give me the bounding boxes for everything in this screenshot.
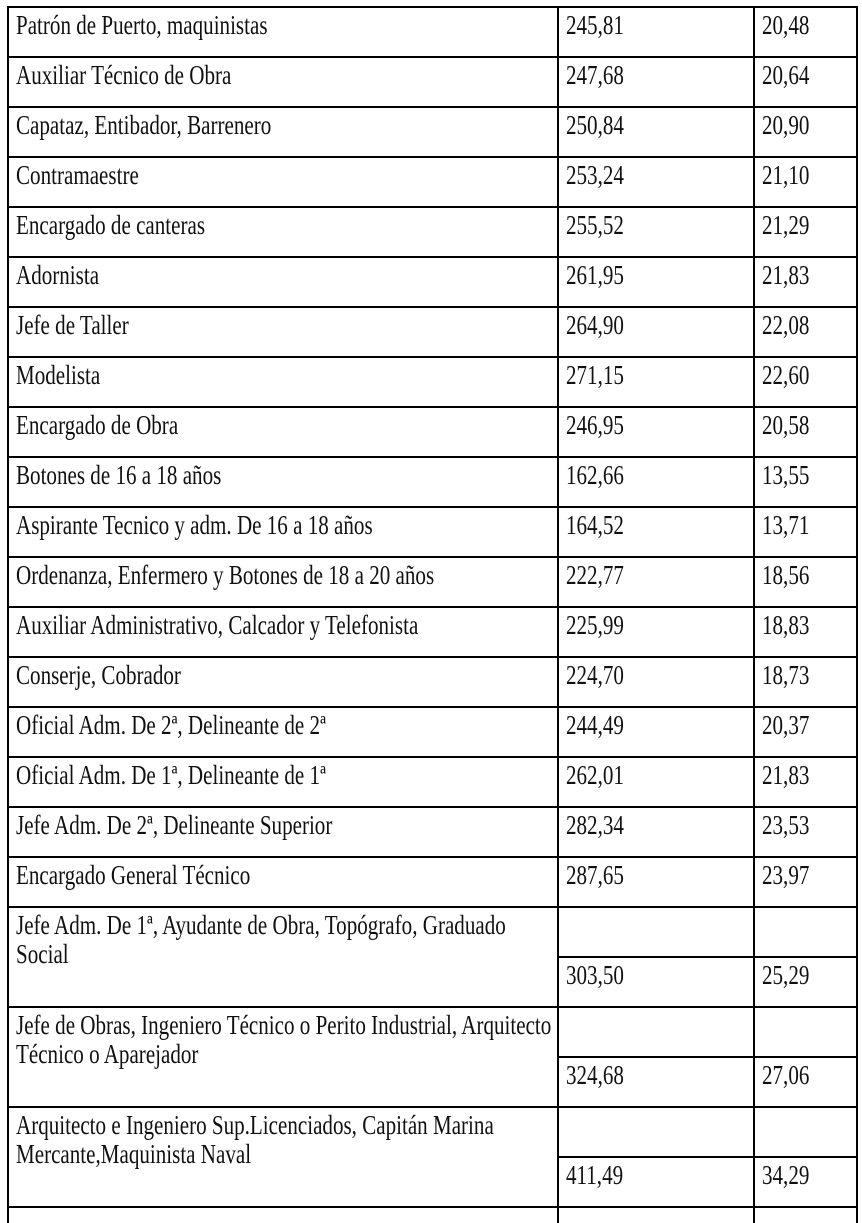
value-primary-cell-text: 261,95: [566, 260, 624, 290]
table-row-partial: [8, 1207, 857, 1223]
category-cell: [8, 357, 558, 407]
value-primary-cell: [558, 107, 754, 157]
value-primary-cell: [558, 307, 754, 357]
value-primary-empty-cell: [558, 1007, 754, 1057]
category-cell: [8, 207, 558, 257]
wage-rates-table: [7, 6, 858, 1223]
value-primary-cell-text: 244,49: [566, 710, 624, 740]
value-secondary-cell: [754, 1057, 857, 1107]
value-secondary-cell-text: 20,64: [762, 60, 810, 90]
value-primary-cell-text: 271,15: [566, 360, 624, 390]
table-row: [8, 807, 857, 857]
value-primary-cell-text: 324,68: [566, 1060, 624, 1090]
value-secondary-cell: [754, 807, 857, 857]
category-cell: [8, 907, 558, 1007]
value-secondary-cell-text: 21,10: [762, 160, 810, 190]
value-primary-cell-text: 264,90: [566, 310, 624, 340]
category-cell: [8, 107, 558, 157]
value-secondary-cell: [754, 407, 857, 457]
value-secondary-cell-text: 34,29: [762, 1160, 810, 1190]
table-row: [8, 57, 857, 107]
table-row-split-upper: [8, 1107, 857, 1157]
value-secondary-cell: [754, 857, 857, 907]
category-cell: [8, 1007, 558, 1107]
table-row: [8, 407, 857, 457]
value-primary-cell: [558, 807, 754, 857]
table-row: [8, 307, 857, 357]
category-cell: [8, 7, 558, 57]
category-cell-text: Modelista: [16, 360, 101, 390]
category-cell-text: Jefe Adm. De 1ª, Ayudante de Obra, Topógrafo, Graduado Social: [16, 910, 506, 969]
table-row: [8, 657, 857, 707]
table-row: [8, 357, 857, 407]
category-cell: [8, 57, 558, 107]
value-secondary-cell-text: 21,83: [762, 760, 810, 790]
category-cell-text: Patrón de Puerto, maquinistas: [16, 10, 268, 40]
table-row: [8, 457, 857, 507]
value-secondary-cell-text: 20,90: [762, 110, 810, 140]
value-secondary-cell: [754, 207, 857, 257]
category-cell: [8, 1107, 558, 1207]
table-row: [8, 157, 857, 207]
value-primary-cell: [558, 357, 754, 407]
value-primary-cell: [558, 557, 754, 607]
value-secondary-cell-text: 20,58: [762, 410, 810, 440]
category-cell-text: Adornista: [16, 260, 100, 290]
category-cell-text: Encargado de canteras: [16, 210, 206, 240]
value-secondary-cell: [754, 657, 857, 707]
table-row: [8, 257, 857, 307]
table-row: [8, 707, 857, 757]
value-secondary-cell-text: 21,29: [762, 210, 810, 240]
value-primary-cell-text: 162,66: [566, 460, 624, 490]
value-secondary-cell-text: 22,08: [762, 310, 810, 340]
value-secondary-cell-text: 23,97: [762, 860, 810, 890]
category-cell-text: Oficial Adm. De 2ª, Delineante de 2ª: [16, 710, 326, 740]
table-row: [8, 607, 857, 657]
category-cell-text: Oficial Adm. De 1ª, Delineante de 1ª: [16, 760, 326, 790]
value-secondary-empty-cell: [754, 1007, 857, 1057]
category-cell: [8, 707, 558, 757]
category-cell: [8, 407, 558, 457]
value-primary-cell-text: 224,70: [566, 660, 624, 690]
value-secondary-cell-text: 13,55: [762, 460, 810, 490]
value-primary-cell: [558, 757, 754, 807]
category-cell-text: Ordenanza, Enfermero y Botones de 18 a 20 años: [16, 560, 435, 590]
category-cell-text: Arquitecto e Ingeniero Sup.Licenciados, Capitán Marina Mercante,Maquinista Naval: [16, 1110, 494, 1169]
value-secondary-cell: [754, 507, 857, 557]
table-row: [8, 857, 857, 907]
value-secondary-cell-text: 18,73: [762, 660, 810, 690]
value-primary-cell-text: 246,95: [566, 410, 624, 440]
category-cell-text: Encargado General Técnico: [16, 860, 251, 890]
value-secondary-cell: [754, 7, 857, 57]
category-cell-text: Contramaestre: [16, 160, 139, 190]
value-secondary-cell: [754, 457, 857, 507]
value-secondary-cell: [754, 257, 857, 307]
wage-rates-table-body: [8, 7, 857, 1223]
value-primary-cell: [558, 1157, 754, 1207]
value-secondary-cell: [754, 757, 857, 807]
value-secondary-cell-text: 22,60: [762, 360, 810, 390]
value-primary-cell: [558, 857, 754, 907]
value-primary-cell-text: 247,68: [566, 60, 624, 90]
value-secondary-cell: [754, 157, 857, 207]
value-primary-cell: [558, 157, 754, 207]
value-secondary-cell-text: 20,48: [762, 10, 810, 40]
value-secondary-empty-cell: [754, 907, 857, 957]
value-secondary-cell-text: 23,53: [762, 810, 810, 840]
value-primary-cell: [558, 607, 754, 657]
value-primary-cell: [558, 707, 754, 757]
table-row: [8, 757, 857, 807]
value-secondary-cell: [754, 57, 857, 107]
value-secondary-cell-text: 18,83: [762, 610, 810, 640]
value-primary-cell-text: 287,65: [566, 860, 624, 890]
value-secondary-cell-text: 13,71: [762, 510, 810, 540]
value-primary-cell: [558, 957, 754, 1007]
category-cell: [8, 507, 558, 557]
value-primary-cell-text: 245,81: [566, 10, 624, 40]
value-secondary-cell-text: 25,29: [762, 960, 810, 990]
category-cell-text: Aspirante Tecnico y adm. De 16 a 18 años: [16, 510, 373, 540]
category-cell: [8, 557, 558, 607]
category-cell-text: Auxiliar Administrativo, Calcador y Telefonista: [16, 610, 419, 640]
value-secondary-cell-text: 20,37: [762, 710, 810, 740]
table-row: [8, 207, 857, 257]
value-primary-cell: [558, 7, 754, 57]
value-secondary-cell: [754, 707, 857, 757]
category-cell-text: Conserje, Cobrador: [16, 660, 181, 690]
category-cell-text: Botones de 16 a 18 años: [16, 460, 222, 490]
value-primary-cell-text: 411,49: [566, 1160, 624, 1190]
value-primary-cell: [558, 1057, 754, 1107]
value-primary-cell: [558, 1207, 754, 1223]
value-primary-cell-text: 164,52: [566, 510, 624, 540]
category-cell-text: Jefe de Obras, Ingeniero Técnico o Perito Industrial, Arquitecto Técnico o Aparejador: [16, 1010, 552, 1069]
category-cell: [8, 757, 558, 807]
value-secondary-cell: [754, 357, 857, 407]
value-primary-cell-text: 225,99: [566, 610, 624, 640]
category-cell: [8, 607, 558, 657]
value-secondary-cell: [754, 557, 857, 607]
value-secondary-cell: [754, 607, 857, 657]
value-secondary-cell-text: 21,83: [762, 260, 810, 290]
value-primary-cell: [558, 207, 754, 257]
value-primary-empty-cell: [558, 907, 754, 957]
category-cell: [8, 807, 558, 857]
category-cell-text: Capataz, Entibador, Barrenero: [16, 110, 272, 140]
value-secondary-cell-text: 27,06: [762, 1060, 810, 1090]
value-primary-cell: [558, 257, 754, 307]
value-secondary-cell: [754, 307, 857, 357]
value-primary-cell: [558, 407, 754, 457]
value-secondary-cell: [754, 107, 857, 157]
category-cell: [8, 457, 558, 507]
value-secondary-cell-text: 18,56: [762, 560, 810, 590]
value-secondary-cell: [754, 957, 857, 1007]
table-row: [8, 557, 857, 607]
value-secondary-cell: [754, 1207, 857, 1223]
table-row: [8, 7, 857, 57]
category-cell: [8, 157, 558, 207]
value-primary-cell: [558, 57, 754, 107]
value-primary-cell-text: 282,34: [566, 810, 624, 840]
value-secondary-empty-cell: [754, 1107, 857, 1157]
table-row: [8, 107, 857, 157]
value-primary-cell-text: 303,50: [566, 960, 624, 990]
value-primary-cell-text: 253,24: [566, 160, 624, 190]
category-cell-text: Jefe Adm. De 2ª, Delineante Superior: [16, 810, 333, 840]
value-primary-cell-text: 262,01: [566, 760, 624, 790]
category-cell: [8, 307, 558, 357]
value-primary-cell: [558, 457, 754, 507]
value-primary-cell-text: 255,52: [566, 210, 624, 240]
category-cell-text: Encargado de Obra: [16, 410, 179, 440]
value-primary-empty-cell: [558, 1107, 754, 1157]
table-row-split-upper: [8, 907, 857, 957]
category-cell: [8, 657, 558, 707]
category-cell: [8, 257, 558, 307]
value-primary-cell: [558, 657, 754, 707]
table-row: [8, 507, 857, 557]
category-cell-text: Jefe de Taller: [16, 310, 129, 340]
value-primary-cell: [558, 507, 754, 557]
category-cell-text: Auxiliar Técnico de Obra: [16, 60, 232, 90]
value-primary-cell-text: 250,84: [566, 110, 624, 140]
table-row-split-upper: [8, 1007, 857, 1057]
category-cell: [8, 857, 558, 907]
category-cell: [8, 1207, 558, 1223]
value-secondary-cell: [754, 1157, 857, 1207]
value-primary-cell-text: 222,77: [566, 560, 624, 590]
